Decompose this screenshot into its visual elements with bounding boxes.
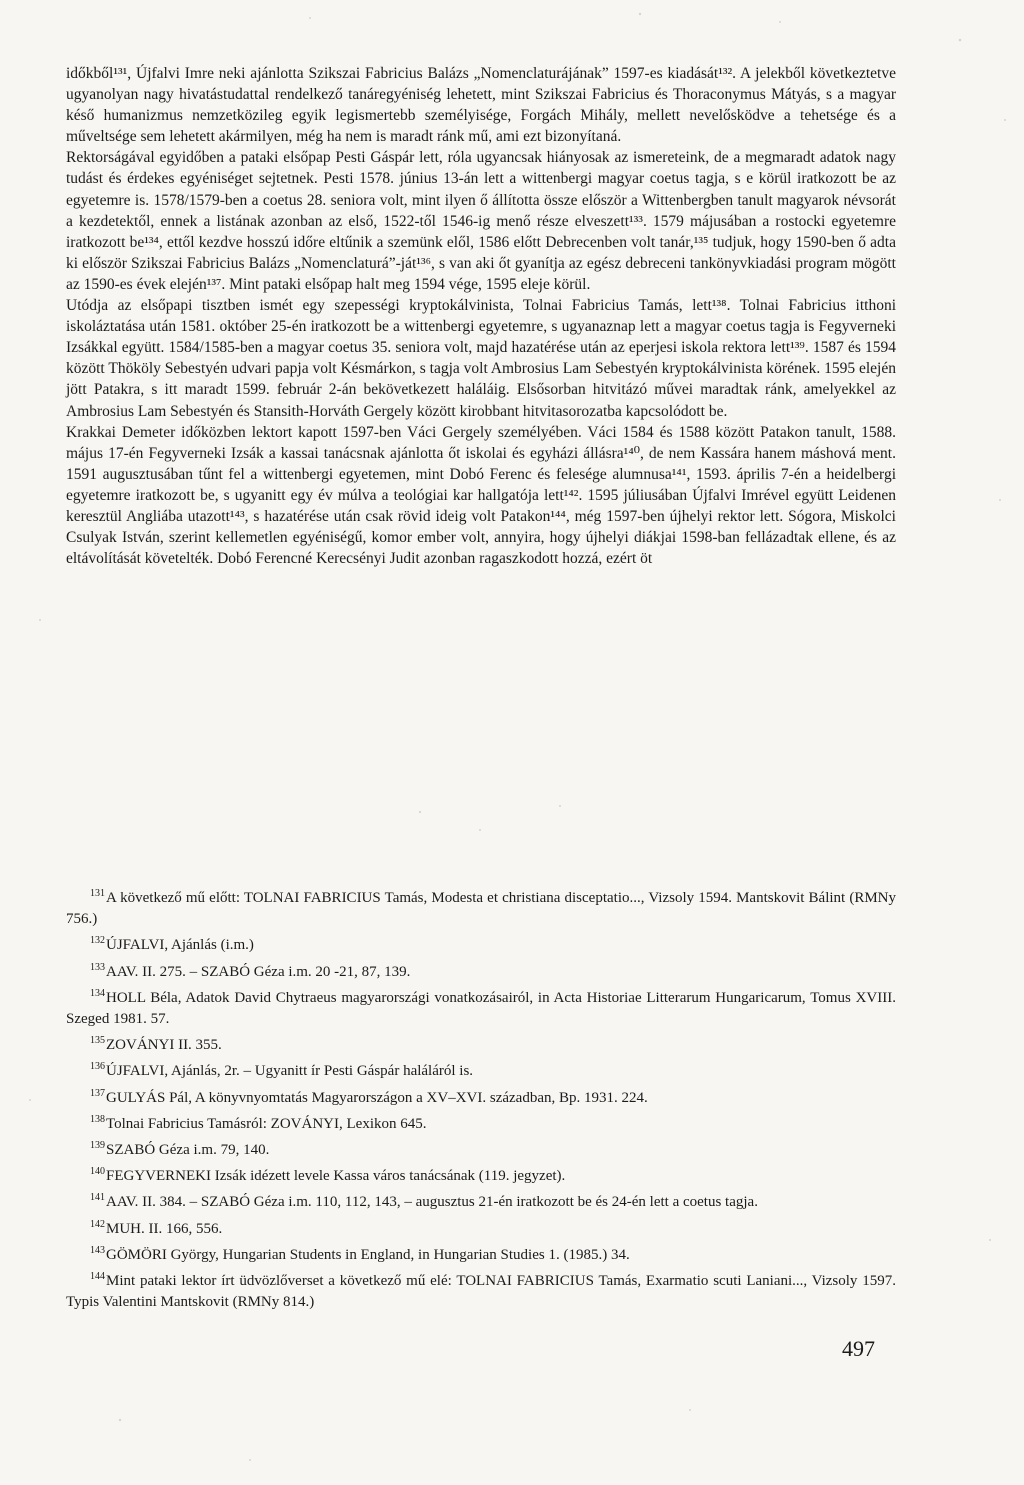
footnote [66,957,896,983]
footnote-text: GULYÁS Pál, A könyvnyomtatás Magyarországon a XV–XVI. században, Bp. 1931. 224. [106,1089,648,1106]
footnote-text: FEGYVERNEKI Izsák idézett levele Kassa város tanácsának (119. jegyzet). [106,1168,566,1185]
footnote [66,1214,896,1240]
footnote [66,1240,896,1266]
footnote-text: ZOVÁNYI II. 355. [106,1037,222,1054]
footnote [66,1266,896,1313]
footnote [66,1135,896,1161]
footnote-text: ÚJFALVI, Ajánlás (i.m.) [106,937,254,954]
footnote-text: AAV. II. 275. – SZABÓ Géza i.m. 20 -21, 87, 139. [106,963,411,980]
paragraph: időkből¹³¹, Újfalvi Imre neki ajánlotta Szikszai Fabricius Balázs „Nomenclaturájának” 1597-es kiadását¹³². A jelekből következtetve ugyanolyan nagy hivatástudattal rendelkező tanáregyéniség lehetett, mint Szikszai Fabricius és Thoraconymus Mátyás, s a magyar késő humanizmus nemzetközileg egyik legismertebb személyisége, Forgách Mihály, mellett nevelősködve a tehetsége és a műveltsége sem lehetett akármilyen, még ha nem is maradt ránk mű, ami ezt bizonyítaná. [66,65,896,146]
footnote-number: 134 [90,987,105,999]
footnote [66,1056,896,1082]
footnote-text: Tolnai Fabricius Tamásról: ZOVÁNYI, Lexikon 645. [106,1115,427,1132]
footnote-number: 132 [90,935,105,947]
footnote-number: 137 [90,1087,105,1099]
footnote [66,883,896,930]
footnote-number: 136 [90,1061,105,1073]
footnote-number: 143 [90,1244,105,1256]
footnote-text: A következő mű előtt: TOLNAI FABRICIUS Tamás, Modesta et christiana disceptatio..., Vizsoly 1594. Mantskovit Bálint (RMNy 756.) [66,890,896,928]
footnote-text: MUH. II. 166, 556. [106,1220,223,1237]
footnote-number: 133 [90,961,105,973]
page-number: 497 [842,1336,875,1361]
footnote-text: GÖMÖRI György, Hungarian Students in England, in Hungarian Studies 1. (1985.) 34. [106,1246,630,1263]
footnote-number: 139 [90,1140,105,1152]
footnote-text: ÚJFALVI, Ajánlás, 2r. – Ugyanitt ír Pesti Gáspár haláláról is. [106,1063,474,1080]
footnote [66,1030,896,1056]
footnote-text: Mint pataki lektor írt üdvözlőverset a következő mű elé: TOLNAI FABRICIUS Tamás, Exarmatio scuti Laniani..., Vizsoly 1597. Typis Valentini Mantskovit (RMNy 814.) [66,1273,896,1311]
footnote [66,930,896,956]
footnotes [66,883,896,1313]
footnote-number: 144 [90,1271,105,1283]
footnote-number: 135 [90,1035,105,1047]
footnote-number: 131 [90,888,105,899]
paragraph: Utódja az elsőpapi tisztben ismét egy szepességi kryptokálvinista, Tolnai Fabricius Tamás, lett¹³⁸. Tolnai Fabricius itthoni iskoláztatása után 1581. október 25-én iratkozott be a wittenbergi egyetemre, s ugyanaznap lett a magyar coetus tagja is Fegyverneki Izsákkal együtt. 1584/1585-ben a magyar coetus 35. seniora volt, majd hazatérése után az eperjesi iskola rektora lett¹³⁹. 1587 és 1594 között Thököly Sebestyén udvari papja volt Késmárkon, s tagja volt Ambrosius Lam Sebestyén kryptokálvinista körének. 1595 elején jött Patakra, s itt maradt 1599. február 2-án bekövetkezett haláláig. Elsősorban hitvitázó művei maradtak ránk, amelyekkel az Ambrosius Lam Sebestyén és Stansith-Horváth Gergely között kirobbant hitvitasorozatba kapcsolódott be. [66,297,896,420]
footnote-text: HOLL Béla, Adatok David Chytraeus magyarországi vonatkozásairól, in Acta Historiae Litterarum Hungaricarum, Tomus XVIII. Szeged 1981. 57. [66,989,896,1028]
footnote-number: 141 [90,1192,105,1204]
footnote-number: 140 [90,1166,105,1178]
footnote [66,1187,896,1213]
footnote-text: AAV. II. 384. – SZABÓ Géza i.m. 110, 112, 143, – augusztus 21-én iratkozott be és 24-én lett a coetus tagja. [106,1194,758,1211]
footnote [66,983,896,1030]
footnote-number: 138 [90,1113,105,1125]
footnote [66,1161,896,1187]
footnote-text: SZABÓ Géza i.m. 79, 140. [106,1142,270,1159]
paragraph: Krakkai Demeter időközben lektort kapott 1597-ben Váci Gergely személyében. Váci 1584 és 1588 között Patakon tanult, 1588. május 17-én Fegyverneki Izsák a kassai tanácsnak ajánlotta őt iskolai és egyházi állásra¹⁴⁰, de nem Kassára hanem máshová ment. 1591 augusztusában tűnt fel a wittenbergi egyetemen, mint Dobó Ferenc és felesége alumnusa¹⁴¹, 1593. április 7-én a heidelbergi egyetemre iratkozott be, s ugyanitt egy év múlva a teológiai kar hallgatója lett¹⁴². 1595 júliusában Újfalvi Imrével együtt Leidenen keresztül Angliába utazott¹⁴³, s hazatérése után csak rövid ideig volt Patakon¹⁴⁴, még 1597-ben újhelyi rektor lett. Sógora, Miskolci Csulyak István, szerint kellemetlen egyéniségű, komor ember volt, annyira, hogy újhelyi diákjai 1598-ban fellázadtak ellene, és az eltávolítását követelték. Dobó Ferencné Kerecsényi Judit azonban ragaszkodott hozzá, ezért öt [66,423,896,568]
footnote-number: 142 [90,1218,105,1230]
paragraph: Rektorságával egyidőben a pataki elsőpap Pesti Gáspár lett, róla ugyancsak hiányosak az ismereteink, de a megmaradt adatok nagy tudást és érdekes egyéniséget sejtetnek. Pesti 1578. június 13-án lett a wittenbergi magyar coetus tagja, s e körül iratkozott be az egyetemre is. 1578/1579-ben a coetus 28. seniora volt, mint ilyen ő állította össze először a Wittenbergben tanult magyarok névsorát a kezdetektől, ennek a listának azonban az első, 1522-től 1546-ig menő része elveszett¹³³. 1579 májusában a rostocki egyetemre iratkozott be¹³⁴, ettől kezdve hosszú időre eltűnik a szemünk elől, 1586 előtt Debrecenben volt tanár,¹³⁵ tudjuk, hogy 1590-ben ő adta ki először Szikszai Fabricius Balázs „Nomenclaturá”-ját¹³⁶, s van aki őt gyanítja az egész debreceni tankönyvkiadási program mögött az 1590-es évek elején¹³⁷. Mint pataki elsőpap halt meg 1594 vége, 1595 eleje körül. [66,149,896,293]
footnote [66,1109,896,1135]
footnote [66,1083,896,1109]
body-text [66,63,896,569]
